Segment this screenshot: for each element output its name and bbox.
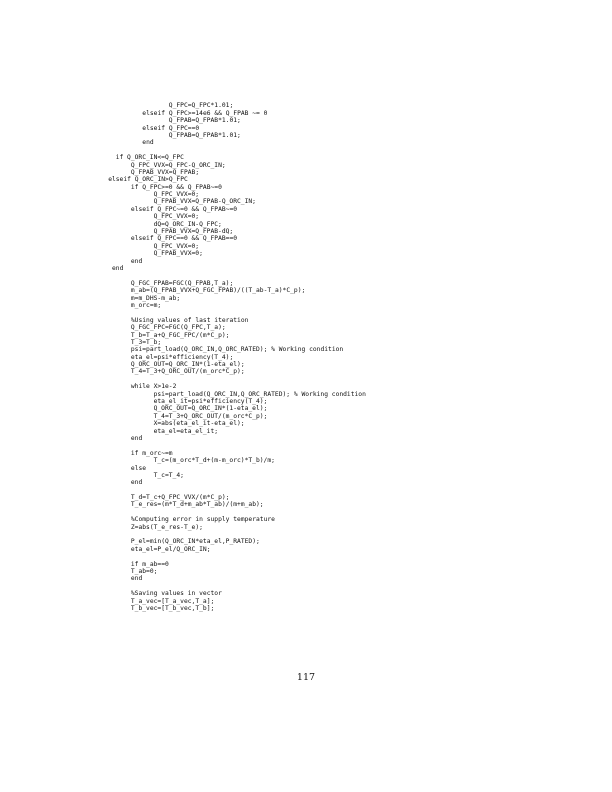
code-line: end [130,479,143,487]
code-line: psi=part_load(Q_ORC_IN,Q_ORC_RATED); % Working condition [130,346,344,354]
blank-line [0,272,366,279]
code-line: T_a_vec=[T_a_vec,T_a]; [130,597,215,605]
code-line: while X>1e-2 [130,383,177,391]
code-line: elseif Q_ORC_IN>Q_FPC [108,176,188,184]
code-line: Q_FPAB_VVX=Q_FPAB-dQ; [153,228,234,236]
code-line: eta_el=eta_el_it; [153,427,219,435]
code-line: psi=part_load(Q_ORC_IN,Q_ORC_RATED); % Working condition [153,390,366,398]
code-line: eta_el=P_el/Q_ORC_IN; [130,545,211,553]
code-line: Q_FPAB_VVX=Q_FPAB-Q_ORC_IN; [153,198,256,206]
code-line: T_c=T_4; [153,471,184,479]
code-line: elseif Q_FPC==0 && Q_FPAB==0 [130,235,238,243]
code-line: end [112,264,124,272]
code-line: end [130,434,143,442]
code-line: Q_FPAB_VVX=Q_FPAB; [130,168,200,176]
code-line: if m_orc~=m [130,449,173,457]
code-line: Q_FPC=Q_FPC*1.01; [168,102,234,110]
code-line: T_3=T_b; [130,338,162,346]
code-line: else [130,464,147,472]
code-line: Q_FGC_FPAB=FGC(Q_FPAB,T_a); [130,279,234,287]
blank-line [0,376,366,383]
code-line: Q_FPAB=Q_FPAB*1.01; [168,131,241,139]
code-line: X=abs(eta_el_it-eta_el); [153,420,245,428]
blank-line [0,583,366,590]
code-line: T_d=T_c+Q_FPC_VVX/(m*C_p); [130,494,230,502]
code-line: end [130,575,143,583]
code-line: T_e_res=(m*T_d+m_ab*T_ab)/(m+m_ab); [130,501,264,509]
code-line: elseif Q_FPC==0 [142,124,200,132]
code-line: %Saving values in vector [130,590,222,598]
code-line: T_b=T_a+Q_FGC_FPC/(m*C_p); [130,331,230,339]
code-line: Q_FGC_FPC=FGC(Q_FPC,T_a); [130,324,226,332]
blank-line [0,147,366,154]
code-line: elseif Q_FPC>=14e6 && Q_FPAB ~= 0 [142,109,268,117]
code-line: Q_FPAB_VVX=0; [153,250,203,258]
code-line: Q_FPC_VVX=0; [153,242,200,250]
blank-line [0,95,366,102]
code-line: m_orc=m; [130,301,162,309]
code-line: Q_FPC_VVX=0; [153,191,200,199]
code-line: m_ab=(Q_FPAB_VVX+Q_FGC_FPAB)/((T_ab-T_a)*C_p); [130,287,306,295]
code-line: Q_FPC_VVX=0; [153,213,200,221]
code-line: T_4=T_3+Q_ORC_OUT/(m_orc*C_p); [130,368,245,376]
page-number: 117 [296,672,316,683]
code-line: %Using values of last iteration [130,316,249,324]
code-line: if Q_FPC>=0 && Q_FPAB~=0 [130,183,222,191]
code-line: if Q_ORC_IN<=Q_FPC [115,154,184,162]
code-line: eta_el=psi*efficiency(T_4); [130,353,234,361]
blank-line [0,531,366,538]
code-listing [0,95,366,612]
blank-line [0,509,366,516]
blank-line [0,553,366,560]
code-line: Q_FPAB=Q_FPAB*1.01; [168,117,241,125]
blank-line [0,442,366,449]
code-line: T_4=T_3+Q_ORC_OUT/(m_orc*C_p); [153,412,268,420]
code-line: dQ=Q_ORC_IN-Q_FPC; [153,220,222,228]
code-line: elseif Q_FPC~=0 && Q_FPAB~=0 [130,205,238,213]
code-line: T_c=(m_orc*T_d+(m-m_orc)*T_b)/m; [153,457,275,465]
code-line: if m_ab==0 [130,560,169,568]
code-line: end [130,257,143,265]
code-line: P_el=min(Q_ORC_IN*eta_el,P_RATED); [130,538,260,546]
code-line: end [142,139,154,147]
code-line: Q_ORC_OUT=Q_ORC_IN*(1-eta_el); [130,361,245,369]
code-line: %Computing error in supply temperature [130,516,275,524]
code-line: eta_el_it=psi*efficiency(T_4); [153,398,268,406]
code-line: Z=abs(T_e_res-T_e); [130,523,203,531]
code-line: m=m_DHS-m_ab; [130,294,181,302]
blank-line [0,309,366,316]
code-line: T_ab=0; [130,568,158,575]
code-line: Q_FPC_VVX=Q_FPC-Q_ORC_IN; [130,161,226,169]
code-line: T_b_vec=[T_b_vec,T_b]; [130,604,215,612]
code-line: Q_ORC_OUT=Q_ORC_IN*(1-eta_el); [153,405,268,413]
blank-line [0,487,366,494]
